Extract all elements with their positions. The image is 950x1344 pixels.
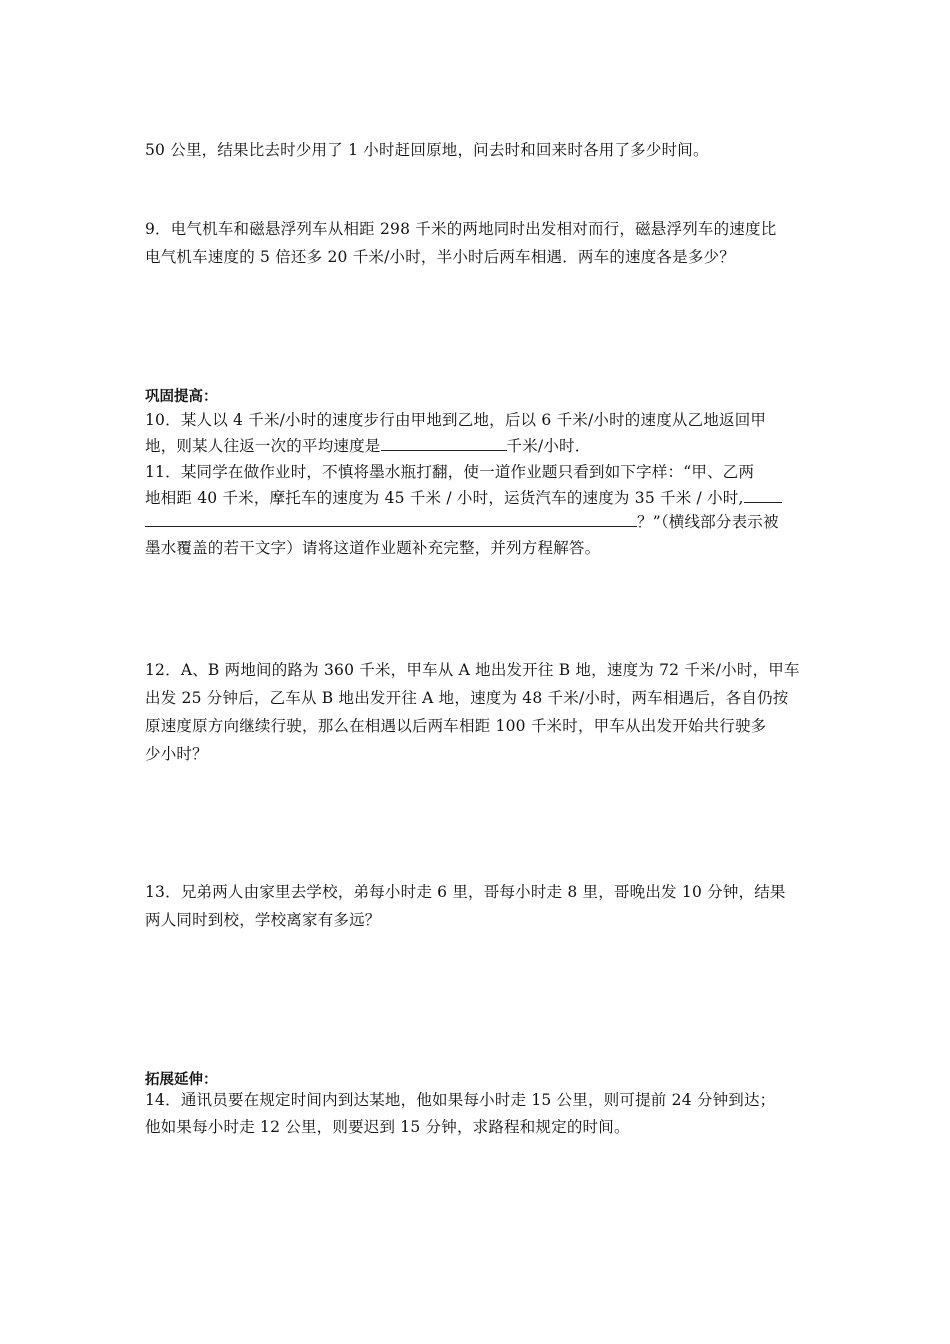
q13-line-2: 两人同时到校，学校离家有多远？: [145, 911, 381, 929]
q12-line-1: 12．A、B 两地间的路为 360 千米，甲车从 A 地出发开往 B 地，速度为 72 千米/小时，甲车: [145, 661, 800, 679]
q13-line-1: 13．兄弟两人由家里去学校，弟每小时走 6 里，哥每小时走 8 里，哥晚出发 10 分钟，结果: [145, 883, 786, 901]
q10-line-2-text: 地，则某人往返一次的平均速度是: [145, 437, 381, 455]
q11-line-2-text: 地相距 40 千米，摩托车的速度为 45 千米 / 小时，运货汽车的速度为 35 千米 / 小时,: [145, 489, 744, 507]
q9-line-2: 电气机车速度的 5 倍还多 20 千米/小时，半小时后两车相遇．两车的速度各是多少？: [145, 248, 735, 266]
q11-line-4: 墨水覆盖的若干文字）请将这道作业题补充完整，并列方程解答。: [145, 539, 601, 557]
q14-line-2: 他如果每小时走 12 公里，则要迟到 15 分钟，求路程和规定的时间。: [145, 1118, 630, 1136]
q12-line-3: 原速度原方向继续行驶，那么在相遇以后两车相距 100 千米时，甲车从出发开始共行驶多: [145, 717, 767, 735]
q11-covered-blank-2: [145, 512, 637, 527]
q10-answer-blank[interactable]: [381, 436, 507, 451]
q10-line-1: 10．某人以 4 千米/小时的速度步行由甲地到乙地，后以 6 千米/小时的速度从乙地返回甲: [145, 411, 767, 429]
q8-line-1: 50 公里，结果比去时少用了 1 小时赶回原地，问去时和回来时各用了多少时间。: [145, 141, 709, 159]
q12-line-2: 出发 25 分钟后，乙车从 B 地出发开往 A 地，速度为 48 千米/小时，两车相遇后，各自仍按: [145, 689, 789, 707]
q11-line-3: [145, 512, 779, 532]
q10-line-2-unit: 千米/小时．: [506, 437, 591, 455]
section-title-consolidate: 巩固提高：: [145, 389, 218, 405]
q11-line-1: 11．某同学在做作业时，不慎将墨水瓶打翻，使一道作业题只看到如下字样：“甲、乙两: [145, 463, 755, 481]
q11-covered-blank-1: [744, 488, 782, 503]
q11-line-2: [145, 488, 782, 508]
section-title-extend: 拓展延伸：: [145, 1072, 218, 1088]
q14-line-1: 14．通讯员要在规定时间内到达某地，他如果每小时走 15 公里，则可提前 24 分钟到达；: [145, 1091, 776, 1109]
q10-line-2: [145, 436, 590, 456]
q9-line-1: 9．电气机车和磁悬浮列车从相距 298 千米的两地同时出发相对而行，磁悬浮列车的速度比: [145, 220, 777, 238]
q11-line-3-text: ？”（横线部分表示被: [637, 513, 779, 531]
q12-line-4: 少小时？: [145, 745, 208, 763]
